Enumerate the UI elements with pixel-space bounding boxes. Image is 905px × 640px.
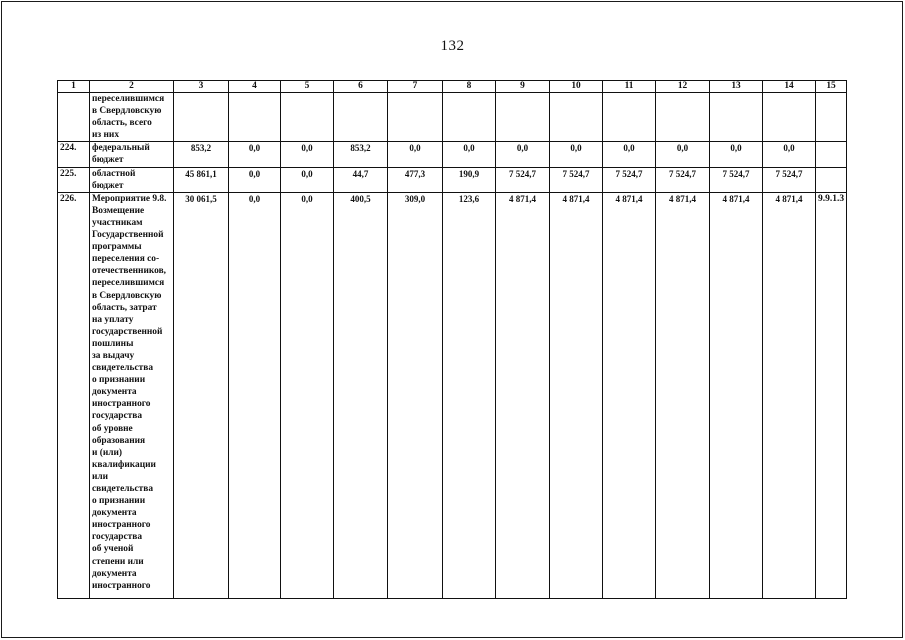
- column-header: 4: [229, 81, 281, 93]
- cell-value: 477,3: [388, 167, 443, 192]
- table-row: [58, 93, 847, 142]
- row-number: 224.: [58, 142, 90, 167]
- cell-value: 0,0: [281, 142, 334, 167]
- table-row: [58, 142, 847, 167]
- cell-value: 0,0: [496, 142, 550, 167]
- cell-value: 7 524,7: [496, 167, 550, 192]
- row-code: 9.9.1.3: [816, 192, 847, 598]
- row-number: [58, 93, 90, 142]
- cell-value: 0,0: [229, 192, 281, 598]
- row-number: 226.: [58, 192, 90, 598]
- table-row: [58, 167, 847, 192]
- cell-value: 44,7: [334, 167, 388, 192]
- row-code: [816, 167, 847, 192]
- cell-value: 4 871,4: [496, 192, 550, 598]
- cell-value: 7 524,7: [550, 167, 603, 192]
- cell-value: 0,0: [656, 142, 710, 167]
- budget-table: [57, 80, 847, 599]
- cell-value: 7 524,7: [710, 167, 763, 192]
- column-header: 15: [816, 81, 847, 93]
- column-header: 14: [763, 81, 816, 93]
- cell-value: 7 524,7: [603, 167, 656, 192]
- cell-value: 0,0: [281, 167, 334, 192]
- cell-value: [656, 93, 710, 142]
- row-number: 225.: [58, 167, 90, 192]
- column-header: 10: [550, 81, 603, 93]
- cell-value: [496, 93, 550, 142]
- cell-value: 4 871,4: [763, 192, 816, 598]
- cell-value: 309,0: [388, 192, 443, 598]
- row-code: [816, 142, 847, 167]
- column-header: 6: [334, 81, 388, 93]
- column-header: 8: [443, 81, 496, 93]
- cell-value: [603, 93, 656, 142]
- cell-value: [174, 93, 229, 142]
- row-name: федеральный бюджет: [90, 142, 174, 167]
- cell-value: 7 524,7: [656, 167, 710, 192]
- page-number: 132: [440, 38, 465, 54]
- column-header: 5: [281, 81, 334, 93]
- cell-value: 853,2: [174, 142, 229, 167]
- table-row: [58, 192, 847, 598]
- column-header: 13: [710, 81, 763, 93]
- cell-value: 123,6: [443, 192, 496, 598]
- cell-value: 0,0: [443, 142, 496, 167]
- cell-value: [443, 93, 496, 142]
- column-header: 7: [388, 81, 443, 93]
- cell-value: 4 871,4: [656, 192, 710, 598]
- cell-value: 0,0: [388, 142, 443, 167]
- column-header: 11: [603, 81, 656, 93]
- column-header: 9: [496, 81, 550, 93]
- column-header: 3: [174, 81, 229, 93]
- column-header: 1: [58, 81, 90, 93]
- cell-value: 190,9: [443, 167, 496, 192]
- cell-value: 0,0: [229, 167, 281, 192]
- header-row: [58, 81, 847, 93]
- cell-value: [388, 93, 443, 142]
- cell-value: 45 861,1: [174, 167, 229, 192]
- cell-value: 4 871,4: [603, 192, 656, 598]
- cell-value: 0,0: [710, 142, 763, 167]
- column-header: 12: [656, 81, 710, 93]
- cell-value: [281, 93, 334, 142]
- cell-value: 7 524,7: [763, 167, 816, 192]
- cell-value: [763, 93, 816, 142]
- cell-value: 0,0: [603, 142, 656, 167]
- cell-value: [710, 93, 763, 142]
- column-header: 2: [90, 81, 174, 93]
- row-name: переселившимся в Свердловскую область, всего из них: [90, 93, 174, 142]
- cell-value: 4 871,4: [550, 192, 603, 598]
- cell-value: [334, 93, 388, 142]
- cell-value: 4 871,4: [710, 192, 763, 598]
- cell-value: 0,0: [229, 142, 281, 167]
- cell-value: 0,0: [550, 142, 603, 167]
- cell-value: [550, 93, 603, 142]
- cell-value: 853,2: [334, 142, 388, 167]
- cell-value: 400,5: [334, 192, 388, 598]
- cell-value: 30 061,5: [174, 192, 229, 598]
- row-name: областной бюджет: [90, 167, 174, 192]
- cell-value: 0,0: [281, 192, 334, 598]
- row-code: [816, 93, 847, 142]
- cell-value: [229, 93, 281, 142]
- row-name: Мероприятие 9.8. Возмещение участникам Государственной программы переселения со- отечественников, переселившимся в Свердловскую область, затрат на уплату государственной пошлины за выдачу свидетельства о признании документа иностранного государства об уровне образования и (или) квалификации или свидетельства о признании документа иностранного государства об ученой степени или документа иностранного: [90, 192, 174, 598]
- cell-value: 0,0: [763, 142, 816, 167]
